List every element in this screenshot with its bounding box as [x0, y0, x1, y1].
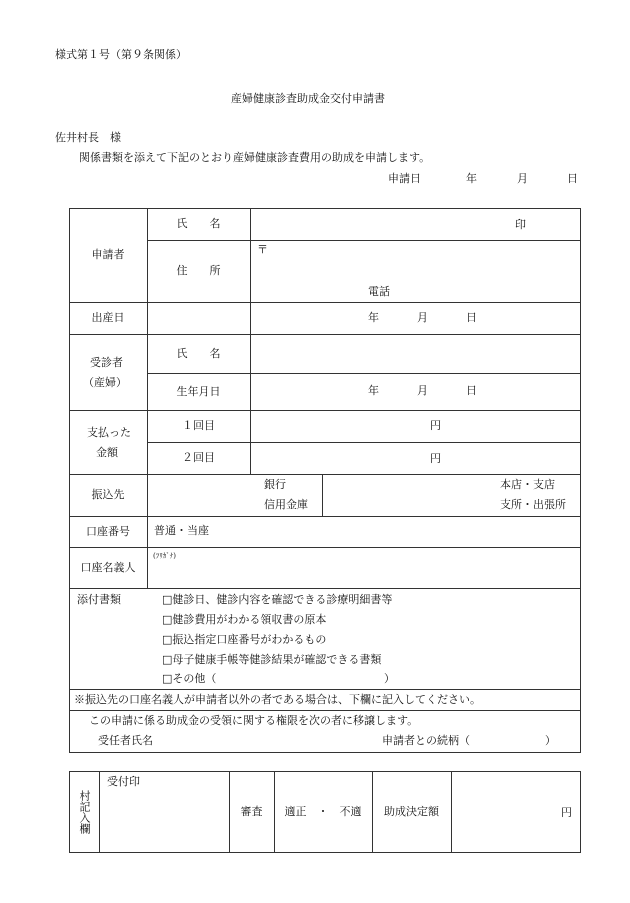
credit-union-label: 信用金庫 [264, 498, 308, 511]
payment-1-yen: 円 [430, 419, 441, 432]
decided-amount-yen: 円 [561, 806, 572, 819]
attachment-other-close: ） [384, 672, 395, 685]
paid-amount-label-sub: 金額 [96, 446, 118, 459]
note-text: ※振込先の口座名義人が申請者以外の者である場合は、下欄に記入してください。 [74, 693, 481, 706]
examinee-label-sub: （産婦） [83, 376, 127, 389]
addressee: 佐井村長 様 [55, 131, 121, 144]
attachment-item: □健診日、健診内容を確認できる診療明細書等 [162, 593, 393, 606]
examinee-dob-label: 生年月日 [176, 384, 221, 398]
attachment-item: □振込指定口座番号がわかるもの [162, 633, 327, 646]
birth-date-day: 日 [466, 311, 477, 324]
form-title: 産婦健康診査助成金交付申請書 [231, 92, 385, 105]
branch-office-label: 支所・出張所 [500, 498, 566, 511]
seal-mark: 印 [515, 218, 526, 231]
attachment-item: □その他（ [162, 672, 217, 685]
agent-name-label: 受任者氏名 [98, 734, 153, 747]
relation-label: 申請者との続柄（ [382, 734, 470, 747]
attachment-item: □健診費用がわかる領収書の原本 [162, 613, 327, 626]
application-date-day: 日 [567, 172, 578, 185]
examinee-dob-year: 年 [368, 384, 379, 397]
attachments-label: 添付書類 [77, 593, 121, 606]
birth-date-label: 出産日 [91, 311, 125, 324]
account-number-label: 口座番号 [86, 524, 130, 538]
form-number: 様式第１号（第９条関係） [55, 48, 187, 61]
examinee-name-label: 氏 名 [176, 346, 221, 360]
receipt-stamp-label: 受付印 [107, 775, 140, 788]
phone-label: 電話 [368, 285, 390, 298]
transfer-label: 振込先 [91, 488, 125, 501]
postal-mark: 〒 [257, 243, 268, 256]
examinee-dob-day: 日 [466, 384, 477, 397]
decided-amount-label: 助成決定額 [384, 805, 439, 818]
intro-text: 関係書類を添えて下記のとおり産婦健康診査費用の助成を申請します。 [79, 151, 431, 164]
birth-date-year: 年 [368, 311, 379, 324]
review-label: 審査 [240, 805, 263, 818]
account-holder-label: 口座名義人 [80, 560, 136, 574]
relation-close: ） [545, 734, 556, 747]
bank-label: 銀行 [264, 478, 286, 491]
examinee-dob-month: 月 [417, 384, 428, 397]
payment-2-yen: 円 [430, 452, 441, 465]
application-date-year: 年 [466, 172, 477, 185]
paid-amount-label: 支払った [87, 426, 131, 439]
judgement-options: 適正 ・ 不適 [284, 805, 362, 818]
attachment-item: □母子健康手帳等健診結果が確認できる書類 [162, 653, 382, 666]
application-date-label: 申請日 [388, 172, 421, 185]
village-use-label: 村記入欄 [78, 790, 91, 834]
head-branch-label: 本店・支店 [500, 478, 555, 491]
applicant-label: 申請者 [91, 248, 125, 261]
payment-2-label: ２回目 [182, 451, 215, 464]
furigana-label: (ﾌﾘｶﾞﾅ) [153, 552, 176, 560]
applicant-name-label: 氏 名 [176, 217, 221, 230]
applicant-address-label: 住 所 [176, 264, 221, 277]
examinee-label: 受診者 [90, 356, 123, 369]
birth-date-month: 月 [417, 311, 428, 324]
payment-1-label: １回目 [182, 419, 215, 432]
delegation-text: この申請に係る助成金の受領に関する権限を次の者に移譲します。 [89, 714, 419, 727]
account-type: 普通・当座 [154, 524, 209, 537]
application-date-month: 月 [517, 172, 528, 185]
